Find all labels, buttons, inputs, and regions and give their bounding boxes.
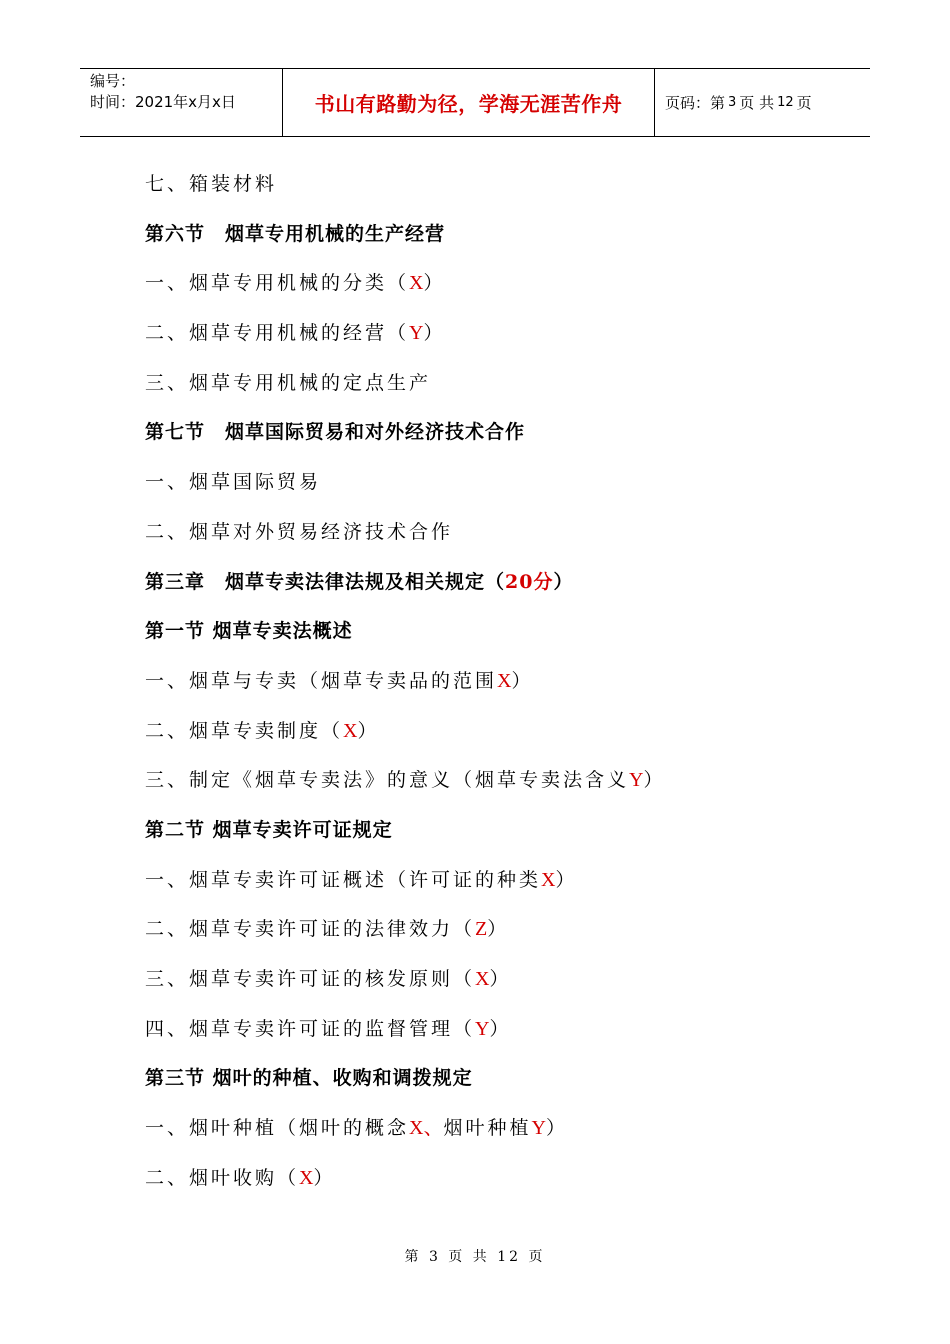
outline-item: 一、烟草与专卖（烟草专卖品的范围X） bbox=[145, 669, 534, 692]
outline-item: 一、烟草国际贸易 bbox=[145, 471, 322, 494]
document-time: 时间：2021年x月x日 bbox=[90, 93, 236, 111]
outline-item: 一、烟叶种植（烟叶的概念X、烟叶种植Y） bbox=[145, 1117, 568, 1140]
level-mark: X bbox=[541, 868, 556, 891]
outline-item: 三、烟草专卖许可证的核发原则（X） bbox=[145, 968, 512, 990]
section-heading: 第三节 烟叶的种植、收购和调拨规定 bbox=[145, 1067, 473, 1090]
document-number-label: 编号： bbox=[90, 72, 136, 90]
level-mark: X、 bbox=[409, 1117, 444, 1140]
header-page-number bbox=[655, 69, 870, 136]
level-mark: X bbox=[409, 272, 424, 295]
page-prefix: 页码：第 bbox=[665, 94, 726, 112]
page-total: 12 bbox=[777, 95, 794, 110]
outline-item: 二、烟草对外贸易经济技术合作 bbox=[145, 520, 454, 543]
chapter-heading: 第三章 烟草专卖法律法规及相关规定（20分） bbox=[145, 570, 574, 593]
page-suffix: 页 bbox=[796, 94, 812, 112]
outline-item: 二、烟草专用机械的经营（Y） bbox=[145, 322, 446, 345]
outline-item: 三、制定《烟草专卖法》的意义（烟草专卖法含义Y） bbox=[145, 769, 666, 792]
level-mark: X bbox=[497, 669, 512, 692]
outline-item: 二、烟草专卖许可证的法律效力（Z） bbox=[145, 918, 510, 941]
page-mid: 页 共 bbox=[739, 94, 775, 112]
document-body bbox=[145, 160, 845, 1203]
section-heading: 第七节 烟草国际贸易和对外经济技术合作 bbox=[145, 421, 526, 444]
chapter-score: 20分 bbox=[505, 570, 554, 593]
header-motto: 书山有路勤为径，学海无涯苦作舟 bbox=[283, 69, 655, 136]
section-heading: 第二节 烟草专卖许可证规定 bbox=[145, 818, 393, 841]
level-mark: X bbox=[299, 1166, 314, 1189]
level-mark: Y bbox=[629, 769, 644, 792]
outline-item: 一、烟草专卖许可证概述（许可证的种类X） bbox=[145, 868, 578, 891]
level-mark: Y bbox=[531, 1117, 546, 1140]
outline-item: 二、烟叶收购（X） bbox=[145, 1166, 336, 1189]
outline-item: 四、烟草专卖许可证的监督管理（Y） bbox=[145, 1017, 512, 1040]
level-mark: X bbox=[475, 968, 490, 990]
outline-item: 二、烟草专卖制度（X） bbox=[145, 719, 380, 742]
page-current: 3 bbox=[728, 95, 737, 110]
section-heading: 第六节 烟草专用机械的生产经营 bbox=[145, 222, 446, 245]
level-mark: Y bbox=[475, 1017, 490, 1040]
outline-item: 三、烟草专用机械的定点生产 bbox=[145, 371, 432, 394]
level-mark: X bbox=[343, 719, 358, 742]
page-header bbox=[80, 68, 870, 137]
level-mark: Y bbox=[409, 322, 424, 345]
level-mark: Z bbox=[475, 918, 488, 941]
outline-item: 一、烟草专用机械的分类（X） bbox=[145, 272, 446, 295]
page-footer: 第 3 页 共 12 页 bbox=[404, 1249, 546, 1265]
outline-item: 七、箱装材料 bbox=[145, 173, 278, 195]
header-meta bbox=[80, 69, 283, 136]
section-heading: 第一节 烟草专卖法概述 bbox=[145, 620, 353, 643]
